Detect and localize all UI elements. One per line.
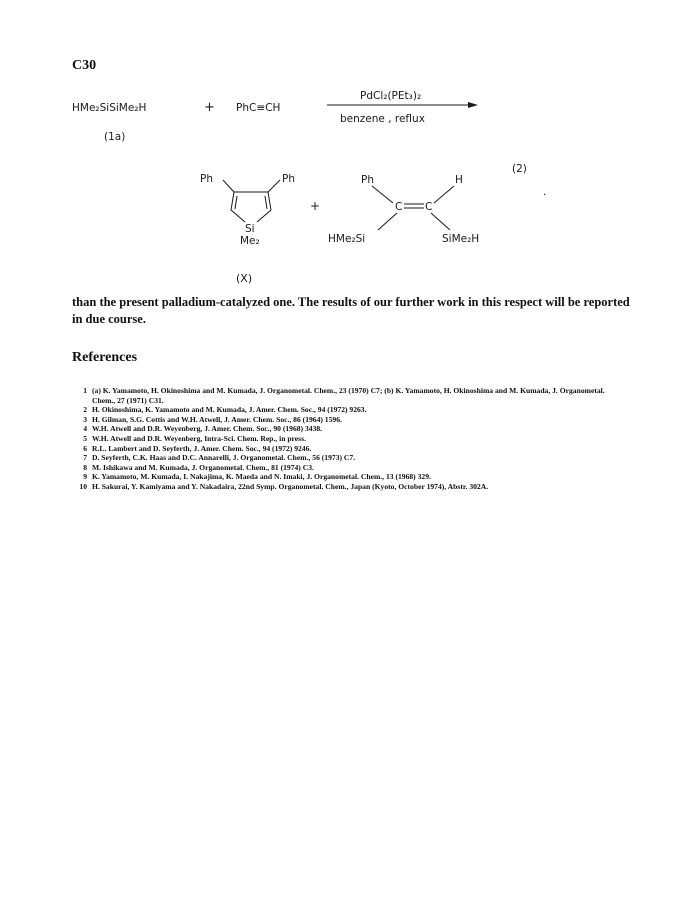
reference-item — [72, 434, 612, 444]
page-number: C30 — [72, 58, 97, 73]
reference-item — [72, 463, 612, 473]
reference-text: D. Seyferth, C.K. Haas and D.C. Annarelli, J. Organometal. Chem., 56 (1973) C7. — [92, 453, 356, 463]
product-label: (X) — [236, 272, 253, 285]
reactant-disilane: HMe₂SiSiMe₂H — [72, 102, 147, 114]
reference-text: W.H. Atwell and D.R. Weyenberg, J. Amer. Chem. Soc., 90 (1968) 3438. — [92, 424, 323, 434]
reference-number: 5 — [83, 433, 87, 443]
reference-item — [72, 415, 612, 425]
silole-si: Si — [245, 223, 255, 235]
reference-item — [72, 453, 612, 463]
references-heading: References — [72, 350, 138, 365]
conditions-label: benzene , reflux — [340, 113, 425, 125]
alkene-right-silyl: SiMe₂H — [442, 233, 480, 245]
reference-number: 7 — [83, 453, 87, 463]
reactant-phenylacetylene: PhC≡CH — [236, 102, 281, 114]
alkene-c2: C — [425, 201, 433, 213]
reference-number: 3 — [83, 414, 87, 424]
reference-item — [72, 424, 612, 434]
alkene-h: H — [455, 174, 463, 186]
equation-number: (2) — [512, 163, 527, 175]
silole-ph-left: Ph — [200, 173, 213, 185]
arrow-head — [468, 102, 478, 108]
reference-text: W.H. Atwell and D.R. Weyenberg, Intra-Sci. Chem. Rep., in press. — [92, 433, 306, 443]
reference-number: 9 — [83, 472, 87, 482]
plus-sign-products: + — [310, 199, 321, 213]
alkene-c1: C — [395, 201, 403, 213]
stray-dot: . — [543, 186, 547, 198]
reference-item — [72, 444, 612, 454]
reference-number: 10 — [79, 481, 87, 491]
reference-item — [72, 386, 612, 405]
silole-ph-right: Ph — [282, 173, 295, 185]
reference-item — [72, 482, 612, 492]
catalyst-label: PdCl₂(PEt₃)₂ — [360, 90, 422, 102]
reference-text: (a) K. Yamamoto, H. Okinoshima and M. Kumada, J. Organometal. Chem., 23 (1970) C7; (b) K. Yamamoto, H. Okinoshima and M. Kumada, J. Organometal. Chem., 27 (1971) C31. — [92, 386, 605, 405]
silole-structure — [200, 173, 295, 285]
alkene-left-silyl: HMe₂Si — [328, 233, 366, 245]
body-paragraph: than the present palladium-catalyzed one. The results of our further work in this respect will be reported in due course. — [72, 295, 630, 326]
reference-item — [72, 472, 612, 482]
reference-number: 4 — [83, 424, 87, 434]
reference-item — [72, 405, 612, 415]
reference-text: H. Okinoshima, K. Yamamoto and M. Kumada, J. Amer. Chem. Soc., 94 (1972) 9263. — [92, 405, 367, 415]
reference-text: H. Sakurai, Y. Kamiyama and Y. Nakadaira, 22nd Symp. Organometal. Chem., Japan (Kyoto, October 1974), Abstr. 302A. — [92, 481, 489, 491]
reference-number: 2 — [83, 405, 87, 415]
reference-text: H. Gilman, S.G. Cottis and W.H. Atwell, J. Amer. Chem. Soc., 86 (1964) 1596. — [92, 414, 342, 424]
reaction-scheme — [0, 0, 680, 300]
alkene-ph: Ph — [361, 174, 374, 186]
reference-text: M. Ishikawa and M. Kumada, J. Organometal. Chem., 81 (1974) C3. — [92, 462, 314, 472]
reference-text: K. Yamamoto, M. Kumada, I. Nakajima, K. Maeda and N. Imaki, J. Organometal. Chem., 13 (1968) 329. — [92, 472, 431, 482]
reference-number: 8 — [83, 462, 87, 472]
silole-me2: Me₂ — [240, 235, 260, 247]
reference-text: R.L. Lambert and D. Seyferth, J. Amer. Chem. Soc., 94 (1972) 9246. — [92, 443, 312, 453]
reference-list — [72, 386, 612, 492]
alkene-structure — [328, 174, 479, 245]
plus-sign: + — [204, 100, 215, 115]
reference-number: 6 — [83, 443, 87, 453]
reference-number: 1 — [83, 386, 87, 395]
reactant-label: (1a) — [104, 131, 126, 143]
